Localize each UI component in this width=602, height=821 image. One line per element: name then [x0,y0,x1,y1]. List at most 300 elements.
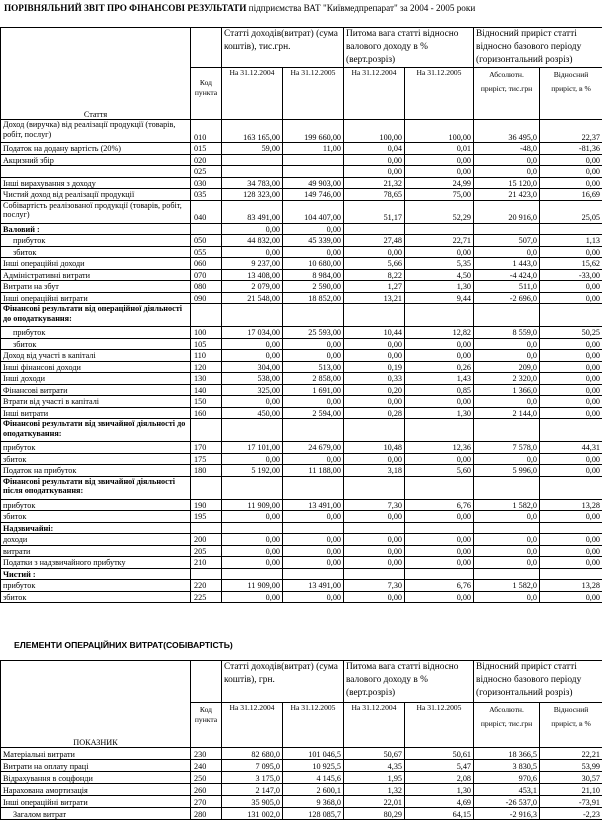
row-rel-growth: 25,05 [540,200,602,223]
row-rel-growth: 0,00 [540,396,602,408]
row-share-2005: 0,00 [405,511,474,523]
row-code: 280 [191,808,222,820]
row-abs-growth: 0,0 [474,453,540,465]
row-share-2005: 0,00 [405,453,474,465]
page-title [4,3,600,14]
row-rel-growth: -73,91 [540,796,602,808]
row-amount-2004: 9 237,00 [222,258,283,270]
header-rel-growth: Відносний приріст, в % [540,703,602,748]
header-date-3: На 31.12.2004 [344,68,405,120]
row-label: збиток [1,511,191,523]
row-share-2005: 22,71 [405,235,474,247]
row-amount-2004: 0,00 [222,350,283,362]
row-label: Інші операційні витрати [1,292,191,304]
table-row [1,304,602,327]
row-abs-growth: -48,0 [474,143,540,155]
header-date-2: На 31.12.2005 [283,703,344,748]
financial-results-table [0,27,602,603]
row-amount-2005: 8 984,00 [283,269,344,281]
row-amount-2004: 304,00 [222,361,283,373]
row-code: 205 [191,545,222,557]
row-label: Чистий : [1,568,191,580]
row-amount-2005: 10 680,00 [283,258,344,270]
row-share-2005: 0,00 [405,154,474,166]
row-abs-growth: 15 120,0 [474,177,540,189]
row-abs-growth: 0,0 [474,557,540,569]
row-amount-2004 [222,419,283,442]
row-amount-2005 [283,419,344,442]
row-label: доходи [1,534,191,546]
row-abs-growth: -2 696,0 [474,292,540,304]
row-share-2004: 0,00 [344,511,405,523]
row-share-2004: 0,00 [344,350,405,362]
row-rel-growth: 22,21 [540,748,602,760]
row-amount-2004: 3 175,0 [222,772,283,784]
row-share-2004: 0,00 [344,591,405,603]
row-share-2005: 0,26 [405,361,474,373]
row-amount-2005: 0,00 [283,453,344,465]
row-share-2004: 80,29 [344,808,405,820]
row-rel-growth: 0,00 [540,292,602,304]
row-label: Інші вирахування з доходу [1,177,191,189]
row-rel-growth: 1,13 [540,235,602,247]
row-rel-growth [540,419,602,442]
table-row [1,796,602,808]
row-rel-growth: 0,00 [540,511,602,523]
row-share-2004: 4,35 [344,760,405,772]
table-row [1,568,602,580]
row-amount-2004 [222,568,283,580]
row-share-2004: 8,22 [344,269,405,281]
row-share-2004: 1,32 [344,784,405,796]
row-rel-growth: 0,00 [540,338,602,350]
row-amount-2004: 7 095,0 [222,760,283,772]
row-rel-growth: 22,37 [540,120,602,143]
row-rel-growth: 0,00 [540,373,602,385]
row-amount-2005: 0,00 [283,511,344,523]
row-abs-growth: -4 424,0 [474,269,540,281]
table-row [1,154,602,166]
table-row [1,361,602,373]
row-label: Акцизний збір [1,154,191,166]
row-abs-growth: 3 830,5 [474,760,540,772]
header-group-amount: Статті доходів(витрат) (сума коштів), тис.грн. [222,28,344,68]
row-amount-2005: 24 679,00 [283,442,344,454]
row-code: 100 [191,327,222,339]
row-label: Фінансові результати від звичайної діяльності після оподаткування: [1,476,191,499]
row-code: 160 [191,407,222,419]
table-row [1,166,602,178]
row-share-2005 [405,419,474,442]
row-amount-2004: 83 491,00 [222,200,283,223]
row-abs-growth: 0,0 [474,166,540,178]
row-rel-growth: 30,57 [540,772,602,784]
row-label: Відрахування в соцфонди [1,772,191,784]
header-blank [191,28,222,68]
row-amount-2004: 325,00 [222,384,283,396]
row-share-2004: 27,48 [344,235,405,247]
row-share-2004: 0,00 [344,557,405,569]
table-row [1,808,602,820]
row-amount-2005: 199 660,00 [283,120,344,143]
table-row [1,350,602,362]
row-code [191,568,222,580]
row-share-2004: 21,32 [344,177,405,189]
table-row [1,177,602,189]
header-date-4: На 31.12.2005 [405,68,474,120]
row-rel-growth: 21,10 [540,784,602,796]
row-amount-2004 [222,154,283,166]
row-code: 090 [191,292,222,304]
row-share-2004 [344,522,405,534]
header-abs-growth: Абсолютн. приріст, тис.грн [474,703,540,748]
row-amount-2005: 4 145,6 [283,772,344,784]
row-amount-2005: 0,00 [283,557,344,569]
row-abs-growth: 36 495,0 [474,120,540,143]
row-share-2005: 0,00 [405,534,474,546]
row-abs-growth: 1 443,0 [474,258,540,270]
row-abs-growth: 0,0 [474,534,540,546]
row-share-2004: 3,18 [344,465,405,477]
row-amount-2004: 21 548,00 [222,292,283,304]
row-rel-growth: 0,00 [540,384,602,396]
header-date-2: На 31.12.2005 [283,68,344,120]
row-label: Інші операційні витрати [1,796,191,808]
header-indicator: ПОКАЗНИК [1,661,191,748]
row-share-2004: 0,20 [344,384,405,396]
row-abs-growth [474,223,540,235]
row-code: 060 [191,258,222,270]
row-code: 260 [191,784,222,796]
row-share-2005 [405,304,474,327]
table-row [1,200,602,223]
row-label: Надзвичайні: [1,522,191,534]
table-row [1,545,602,557]
row-abs-growth [474,476,540,499]
row-share-2005: 52,29 [405,200,474,223]
row-share-2004: 1,95 [344,772,405,784]
row-label: Податок на прибуток [1,465,191,477]
row-amount-2004: 11 909,00 [222,499,283,511]
row-amount-2004: 59,00 [222,143,283,155]
row-amount-2005 [283,522,344,534]
row-amount-2004: 2 079,00 [222,281,283,293]
row-share-2005: 0,00 [405,545,474,557]
row-code [191,223,222,235]
row-rel-growth: 50,25 [540,327,602,339]
row-amount-2005: 0,00 [283,246,344,258]
row-amount-2005: 2 590,00 [283,281,344,293]
row-rel-growth: -33,00 [540,269,602,281]
row-share-2004: 0,19 [344,361,405,373]
row-share-2005: 0,00 [405,338,474,350]
row-code: 015 [191,143,222,155]
row-label: прибуток [1,327,191,339]
header-group-growth: Відносний приріст статті відносно базового періоду (горизонтальний розріз) [474,28,602,68]
row-abs-growth: 1 582,0 [474,580,540,592]
row-abs-growth: 2 144,0 [474,407,540,419]
row-share-2005: 50,61 [405,748,474,760]
header-code: Код пункта [191,68,222,120]
header-date-1: На 31.12.2004 [222,703,283,748]
row-share-2004: 0,00 [344,154,405,166]
row-amount-2005: 9 368,0 [283,796,344,808]
row-abs-growth [474,522,540,534]
row-share-2004: 0,00 [344,453,405,465]
row-share-2005: 4,69 [405,796,474,808]
row-share-2004: 7,30 [344,580,405,592]
row-code: 240 [191,760,222,772]
row-rel-growth: -81,36 [540,143,602,155]
row-share-2005: 0,00 [405,166,474,178]
row-share-2005: 12,36 [405,442,474,454]
table-row [1,189,602,201]
row-share-2004 [344,419,405,442]
row-rel-growth: 53,99 [540,760,602,772]
row-share-2004: 13,21 [344,292,405,304]
row-label: Фінансові результати від операційної діяльності до оподаткування: [1,304,191,327]
row-label: збиток [1,453,191,465]
row-share-2005: 0,00 [405,396,474,408]
row-code: 180 [191,465,222,477]
row-code: 220 [191,580,222,592]
row-amount-2005: 101 046,5 [283,748,344,760]
row-amount-2004: 44 832,00 [222,235,283,247]
row-label: прибуток [1,499,191,511]
row-abs-growth [474,419,540,442]
row-amount-2004: 128 323,00 [222,189,283,201]
row-abs-growth: 0,0 [474,511,540,523]
row-abs-growth: 453,1 [474,784,540,796]
row-amount-2005: 0,00 [283,545,344,557]
row-label: Інші операційні доходи [1,258,191,270]
row-code: 200 [191,534,222,546]
row-amount-2004 [222,166,283,178]
row-share-2005: 12,82 [405,327,474,339]
row-code [191,476,222,499]
table-row [1,499,602,511]
row-share-2005 [405,223,474,235]
row-share-2005: 6,76 [405,499,474,511]
row-abs-growth: 20 916,0 [474,200,540,223]
header-date-3: На 31.12.2004 [344,703,405,748]
row-share-2004 [344,476,405,499]
row-rel-growth: 0,00 [540,534,602,546]
row-share-2005: 5,35 [405,258,474,270]
row-label: прибуток [1,580,191,592]
row-code: 025 [191,166,222,178]
row-code: 140 [191,384,222,396]
title-bold: ПОРІВНЯЛЬНИЙ ЗВІТ ПРО ФІНАНСОВІ РЕЗУЛЬТАТИ [4,3,247,13]
row-amount-2005: 0,00 [283,338,344,350]
row-abs-growth [474,304,540,327]
row-rel-growth: 44,31 [540,442,602,454]
row-rel-growth [540,476,602,499]
header-abs-growth: Абсолютн. приріст, тис.грн [474,68,540,120]
row-abs-growth: 970,6 [474,772,540,784]
row-abs-growth: 507,0 [474,235,540,247]
row-abs-growth: 5 996,0 [474,465,540,477]
row-amount-2004 [222,304,283,327]
row-code: 070 [191,269,222,281]
row-label: Чистий доход від реалізації продукції [1,189,191,201]
section-title: ЕЛЕМЕНТИ ОПЕРАЦІЙНИХ ВИТРАТ(СОБІВАРТІСТЬ) [14,640,233,650]
row-code: 040 [191,200,222,223]
row-amount-2005: 18 852,00 [283,292,344,304]
row-rel-growth: 0,00 [540,361,602,373]
table-row [1,534,602,546]
row-label: Доход від участі в капіталі [1,350,191,362]
table-row [1,384,602,396]
row-rel-growth: 0,00 [540,154,602,166]
row-share-2005 [405,568,474,580]
row-share-2004: 0,28 [344,407,405,419]
table-row [1,522,602,534]
row-label: Загалом витрат [1,808,191,820]
row-amount-2005: 13 491,00 [283,499,344,511]
row-amount-2005 [283,476,344,499]
row-code: 050 [191,235,222,247]
row-label: Втрати від участі в капіталі [1,396,191,408]
row-share-2005: 1,30 [405,407,474,419]
row-code [191,522,222,534]
table-row [1,591,602,603]
row-rel-growth [540,304,602,327]
table-row [1,784,602,796]
header-article: Стаття [1,28,191,120]
row-code: 195 [191,511,222,523]
row-amount-2004: 0,00 [222,338,283,350]
row-label: Інші витрати [1,407,191,419]
row-share-2004 [344,304,405,327]
table-row [1,476,602,499]
row-rel-growth: 0,00 [540,281,602,293]
row-amount-2004: 13 408,00 [222,269,283,281]
row-rel-growth: 0,00 [540,246,602,258]
row-abs-growth: 8 559,0 [474,327,540,339]
row-rel-growth: 13,28 [540,499,602,511]
operating-costs-table [0,660,602,820]
row-share-2004: 7,30 [344,499,405,511]
row-abs-growth: 0,0 [474,350,540,362]
row-share-2005: 9,44 [405,292,474,304]
table-row [1,281,602,293]
row-share-2004: 0,00 [344,534,405,546]
table-row [1,338,602,350]
row-label: Податок на додану вартість (20%) [1,143,191,155]
row-amount-2005 [283,154,344,166]
row-code: 225 [191,591,222,603]
row-label: Нарахована амортизація [1,784,191,796]
row-amount-2004: 163 165,00 [222,120,283,143]
row-label: Витрати на збут [1,281,191,293]
row-amount-2005: 0,00 [283,396,344,408]
row-label: Податки з надзвичайного прибутку [1,557,191,569]
row-label [1,166,191,178]
table-row [1,419,602,442]
table-row [1,748,602,760]
table-row [1,396,602,408]
table-row [1,465,602,477]
row-amount-2005: 45 339,00 [283,235,344,247]
row-amount-2005: 13 491,00 [283,580,344,592]
row-code [191,419,222,442]
table-row [1,143,602,155]
row-amount-2004: 0,00 [222,545,283,557]
row-share-2005: 1,30 [405,281,474,293]
header-rel-growth: Відносний приріст, в % [540,68,602,120]
row-abs-growth: 0,0 [474,396,540,408]
row-amount-2004: 11 909,00 [222,580,283,592]
row-rel-growth: 0,00 [540,350,602,362]
row-share-2005: 24,99 [405,177,474,189]
header-group-growth: Відносний приріст статті відносно базового періоду (горизонтальний розріз) [474,661,602,703]
row-share-2005: 6,76 [405,580,474,592]
row-code: 110 [191,350,222,362]
row-code: 020 [191,154,222,166]
table-row [1,327,602,339]
row-amount-2005: 25 593,00 [283,327,344,339]
row-share-2004: 51,17 [344,200,405,223]
row-code: 175 [191,453,222,465]
table-row [1,511,602,523]
row-abs-growth: -26 537,0 [474,796,540,808]
table-row [1,120,602,143]
row-label: Фінансові витрати [1,384,191,396]
row-abs-growth: 1 582,0 [474,499,540,511]
row-share-2004: 0,00 [344,246,405,258]
row-abs-growth: 0,0 [474,246,540,258]
row-abs-growth: 511,0 [474,281,540,293]
row-share-2005: 2,08 [405,772,474,784]
row-share-2005: 0,00 [405,246,474,258]
row-code: 210 [191,557,222,569]
row-share-2004: 78,65 [344,189,405,201]
row-rel-growth: -2,23 [540,808,602,820]
row-rel-growth: 13,28 [540,580,602,592]
row-amount-2005: 11 188,00 [283,465,344,477]
row-share-2004: 0,00 [344,166,405,178]
table-row [1,292,602,304]
row-code: 055 [191,246,222,258]
row-rel-growth: 15,62 [540,258,602,270]
row-abs-growth: 0,0 [474,338,540,350]
row-amount-2005: 0,00 [283,223,344,235]
row-label: збиток [1,246,191,258]
row-amount-2004: 0,00 [222,223,283,235]
table-row [1,269,602,281]
row-amount-2004: 0,00 [222,511,283,523]
row-label: збиток [1,338,191,350]
row-rel-growth: 0,00 [540,545,602,557]
row-share-2004: 10,48 [344,442,405,454]
row-share-2005 [405,522,474,534]
row-share-2004: 100,00 [344,120,405,143]
row-amount-2005: 2 858,00 [283,373,344,385]
row-code: 170 [191,442,222,454]
row-amount-2004: 0,00 [222,591,283,603]
row-code: 130 [191,373,222,385]
row-abs-growth: -2 916,3 [474,808,540,820]
row-label: збиток [1,591,191,603]
row-rel-growth [540,223,602,235]
header-group-share: Питома вага статті відносно валового доходу в %(верт.розріз) [344,661,474,703]
row-share-2005: 1,43 [405,373,474,385]
table-row [1,772,602,784]
row-share-2005: 5,60 [405,465,474,477]
row-amount-2004: 82 680,0 [222,748,283,760]
row-share-2005: 0,00 [405,350,474,362]
